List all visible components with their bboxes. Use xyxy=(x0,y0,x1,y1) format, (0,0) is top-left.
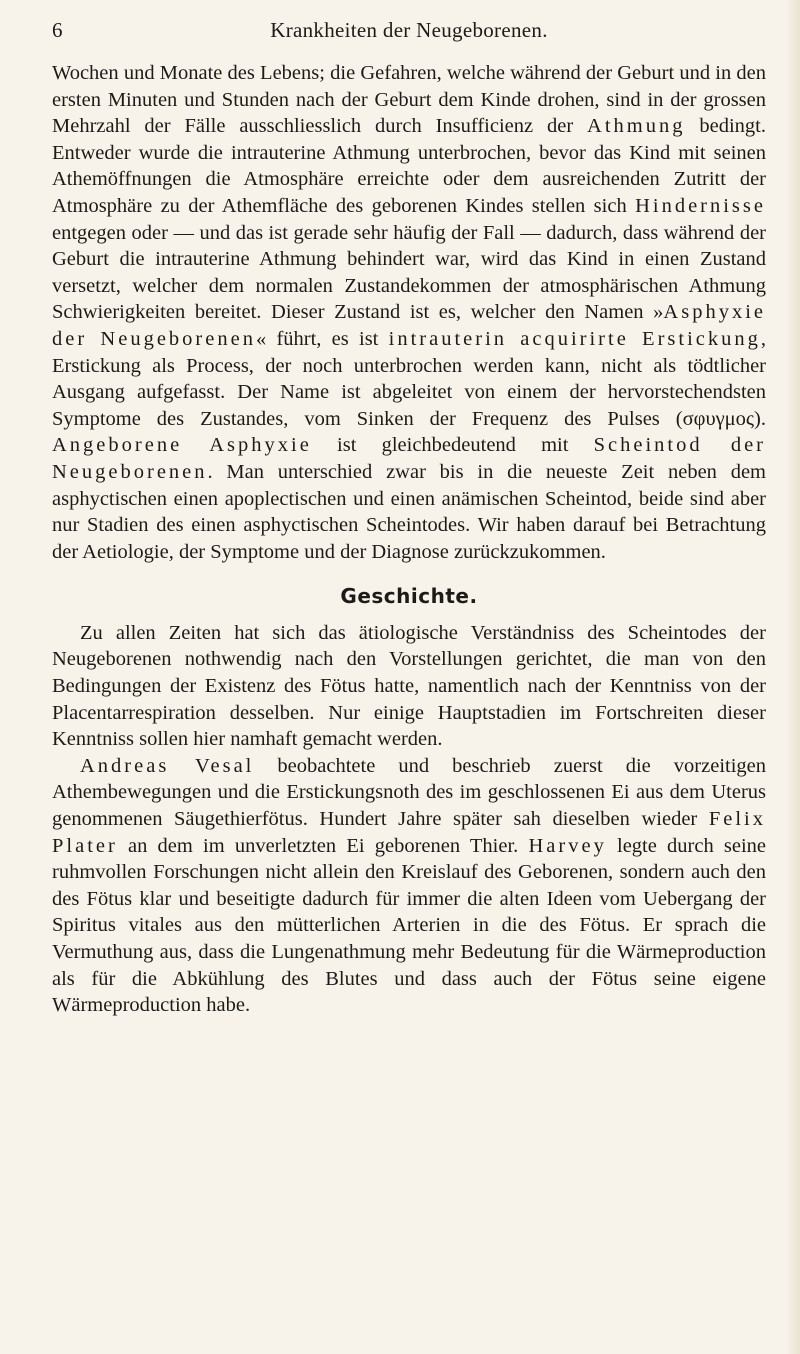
emphasis-intrauterin: intrauterin acquirirte Erstickung xyxy=(388,327,761,350)
emphasis-hindernisse: Hindernisse xyxy=(635,194,766,217)
name-felix-plater: Felix Plater xyxy=(52,808,766,857)
page-number: 6 xyxy=(52,18,63,42)
paragraph-history-vesal-harvey: Andreas Vesal beobachtete und beschrieb zuerst die vorzeitigen Athembewegungen und die Erstickungsnoth des im geschlossenen Ei aus dem Uterus genommenen Säugethierfötus. Hundert Jahre später sah dieselben wieder Felix Plater an dem im unverletzten Ei geborenen Thier. Harvey legte durch seine ruhmvollen Forschungen nicht allein den Kreislauf des Geborenen, sondern auch den des Fötus klar und beseitigte dadurch für immer die alten Ideen vom Uebergang der Spiritus vitales aus den mütterlichen Arterien in die des Fötus. Er sprach die Vermuthung aus, dass die Lungenathmung mehr Bedeutung für die Wärmeproduction als für die Abkühlung des Blutes und dass auch der Fötus seine eigene Wärmeproduction habe. xyxy=(52,754,767,1017)
page-edge-shadow xyxy=(786,0,800,1354)
paragraph-history-intro: Zu allen Zeiten hat sich das ätiologische Verständniss des Scheintodes der Neugeborenen nothwendig nach den Vorstellungen gerichtet, die man von den Bedingungen der Existenz des Fötus hatte, namentlich nach der Kenntniss von der Placentarrespiration desselben. Nur einige Hauptstadien im Fortschreiten dieser Kenntniss sollen hier namhaft gemacht werden. xyxy=(52,621,766,751)
name-harvey: Harvey xyxy=(528,834,607,857)
emphasis-angeborene-asphyxie: Angeborene Asphyxie xyxy=(52,434,312,457)
book-page xyxy=(52,18,766,1019)
emphasis-asphyxie: Asphyxie der Neugeborenen xyxy=(52,301,766,350)
running-head-title: Krankheiten der Neugeborenen. xyxy=(270,18,548,42)
section-heading-geschichte: Geschichte. xyxy=(340,584,478,609)
body-text xyxy=(52,60,766,1019)
emphasis-scheintod: Scheintod der Neugeborenen xyxy=(52,434,766,483)
paragraph-asphyxia-definition: Wochen und Monate des Lebens; die Gefahren, welche während der Geburt und in den ersten Minuten und Stunden nach der Geburt dem Kinde drohen, sind in der grossen Mehrzahl der Fälle ausschliesslich durch Insufficienz der Athmung bedingt. Entweder wurde die intrauterine Athmung unterbrochen, bevor das Kind mit seinen Athemöffnungen die Atmosphäre erreichte oder dem ausreichenden Zutritt der Atmosphäre zu der Athemfläche des geborenen Kindes stellen sich Hindernisse entgegen oder — und das ist gerade sehr häufig der Fall — dadurch, dass während der Geburt die intrauterine Athmung behindert war, wird das Kind in einen Zustand versetzt, welcher dem normalen Zustandekommen der atmosphärischen Athmung Schwierigkeiten bereitet. Dieser Zustand ist es, welcher den Namen »Asphyxie der Neugeborenen« führt, es ist intrauterin acquirirte Erstickung, Erstickung als Process, der noch unterbrochen werden kann, nicht als tödtlicher Ausgang aufgefasst. Der Name ist abgeleitet von einem der hervorstechendsten Symptome des Zustandes, vom Sinken der Frequenz des Pulses (σφυγμος). Angeborene Asphyxie ist gleichbedeutend mit Scheintod der Neugeborenen. Man unterschied zwar bis in die neueste Zeit neben dem asphyctischen einen apoplectischen und einen anämischen Scheintod, beide sind aber nur Stadien des einen asphyctischen Scheintodes. Wir haben darauf bei Betrachtung der Aetiologie, der Symptome und der Diagnose zurückzukommen. xyxy=(52,62,766,563)
running-head xyxy=(52,18,766,48)
emphasis-athmung: Athmung xyxy=(587,115,686,138)
name-andreas-vesal: Andreas Vesal xyxy=(80,754,255,777)
